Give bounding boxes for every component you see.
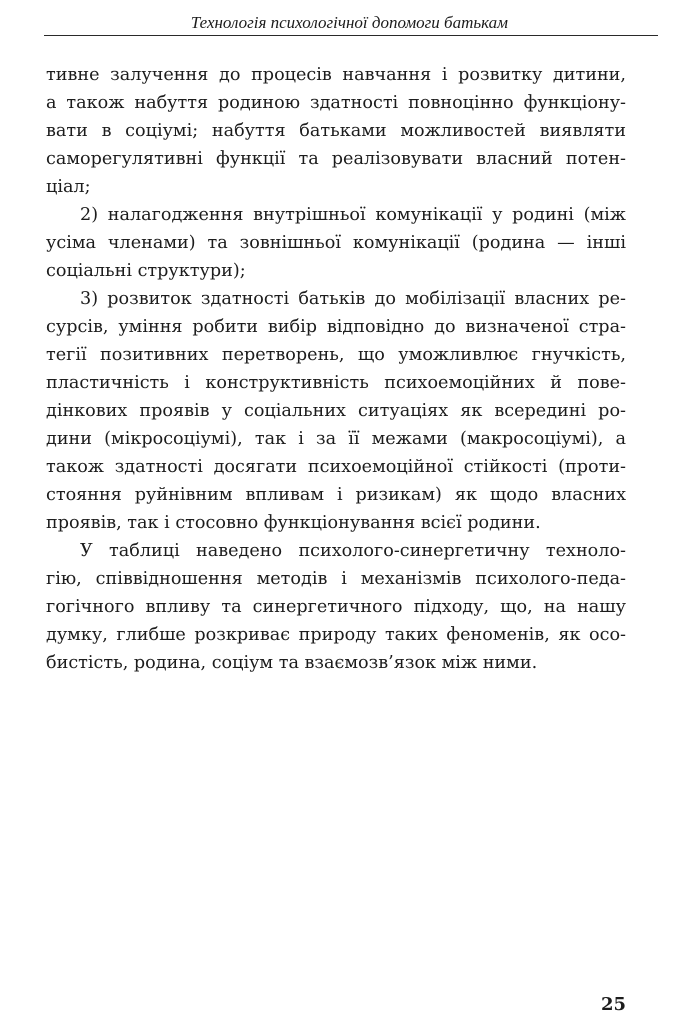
text-line: вати в соціумі; набуття батьками можливостей виявляти [46, 121, 626, 141]
text-line: ціал; [46, 177, 91, 197]
text-line: усіма членами) та зовнішньої комунікації (родина — інші [46, 233, 626, 253]
text-line: пластичність і конструктивність психоемоційних й пове- [46, 373, 626, 393]
running-header [44, 10, 658, 36]
text-line: саморегулятивні функції та реалізовувати власний потен- [46, 149, 626, 169]
text-line: 3) розвиток здатності батьків до мобілізації власних ре- [80, 289, 626, 309]
text-line: тивне залучення до процесів навчання і розвитку дитини, [46, 65, 626, 85]
text-line: дінкових проявів у соціальних ситуаціях як всередині ро- [46, 401, 626, 421]
text-line: а також набуття родиною здатності повноцінно функціону- [46, 93, 626, 113]
text-line: 2) налагодження внутрішньої комунікації у родині (між [80, 205, 626, 225]
running-header-title: Технологія психологічної допомоги батькам [190, 13, 508, 32]
paragraph [46, 537, 626, 677]
text-line: соціальні структури); [46, 261, 246, 281]
paragraph [46, 285, 626, 537]
page-number: 25 [600, 994, 626, 1015]
text-line: сурсів, уміння робити вибір відповідно до визначеної стра- [46, 317, 626, 337]
text-line: проявів, так і стосовно функціонування всієї родини. [46, 513, 541, 533]
paragraph [46, 201, 626, 285]
text-line: дини (мікросоціумі), так і за її межами (макросоціумі), а [46, 429, 626, 449]
text-line: У таблиці наведено психолого-синергетичну техноло- [80, 541, 626, 561]
text-line: думку, глибше розкриває природу таких феноменів, як осо- [46, 625, 626, 645]
text-line: тегії позитивних перетворень, що уможливлює гнучкість, [46, 345, 626, 365]
text-line: стояння руйнівним впливам і ризикам) як щодо власних [46, 485, 626, 505]
text-line: бистість, родина, соціум та взаємозв’язок між ними. [46, 653, 538, 673]
paragraph [46, 61, 626, 201]
text-line: також здатності досягати психоемоційної стійкості (проти- [46, 457, 626, 477]
text-line: гогічного впливу та синергетичного підходу, що, на нашу [46, 597, 626, 617]
body-text [46, 61, 626, 677]
text-line: гію, співвідношення методів і механізмів психолого-педа- [46, 569, 626, 589]
